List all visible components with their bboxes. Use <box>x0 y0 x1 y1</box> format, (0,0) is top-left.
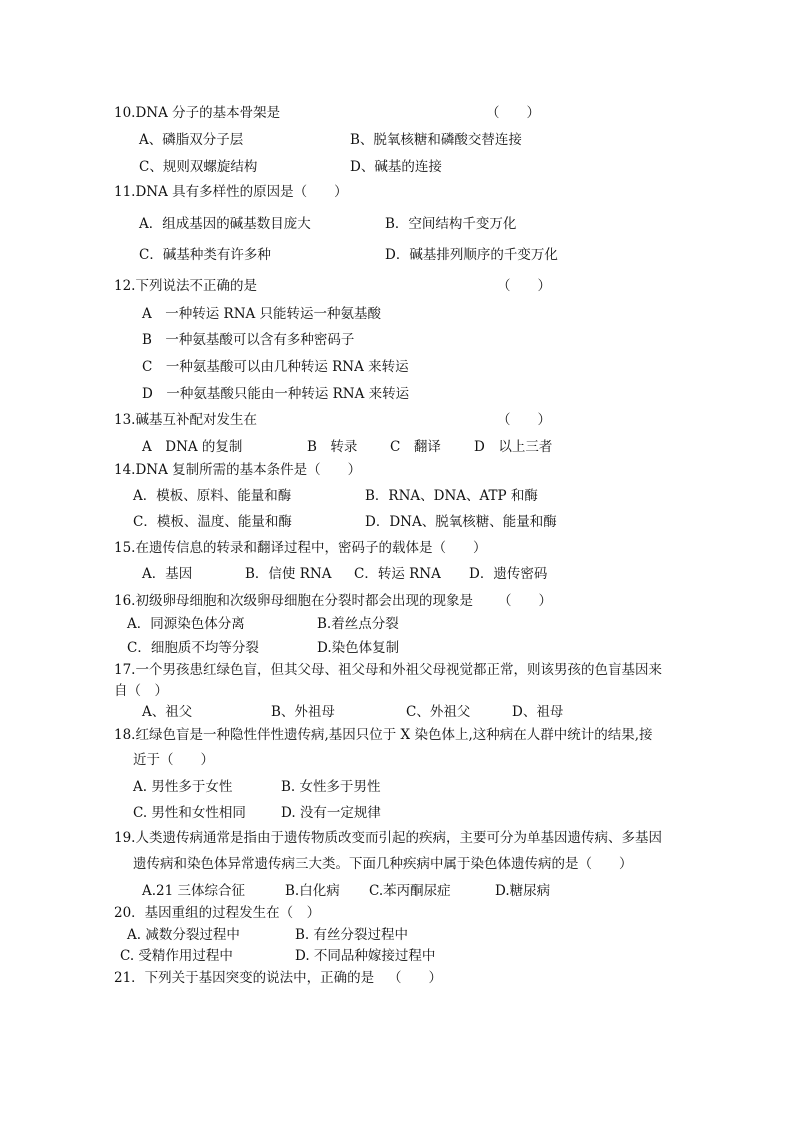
question-20-option-d: D. 不同品种嫁接过程中 <box>295 948 436 964</box>
question-13-option-b: B 转录 <box>307 439 358 455</box>
question-13-answer-paren: （ ） <box>497 412 551 428</box>
question-19-option-a: A.21 三体综合征 <box>142 883 246 899</box>
question-11-stem: 11.DNA 具有多样性的原因是（ ） <box>114 184 348 200</box>
question-18-option-b: B. 女性多于男性 <box>281 779 381 795</box>
question-14-stem: 14.DNA 复制所需的基本条件是（ ） <box>114 462 362 478</box>
question-17-option-b: B、外祖母 <box>271 704 335 720</box>
question-14-option-d: D．DNA、脱氧核糖、能量和酶 <box>365 514 557 530</box>
question-12-stem: 12.下列说法不正确的是 <box>114 278 257 294</box>
question-11-option-d: D．碱基排列顺序的千变万化 <box>385 247 558 263</box>
question-15-stem: 15.在遗传信息的转录和翻译过程中，密码子的载体是（ ） <box>114 540 487 556</box>
question-10-option-a: A、磷脂双分子层 <box>139 132 244 148</box>
question-12-answer-paren: （ ） <box>497 278 551 294</box>
question-18-stem: 18.红绿色盲是一种隐性伴性遗传病,基因只位于 X 染色体上,这种病在人群中统计的结果,接 <box>114 727 653 743</box>
question-15-option-b: B．信使 RNA <box>245 566 332 582</box>
question-20-option-c: C. 受精作用过程中 <box>120 948 233 964</box>
question-18-option-c: C. 男性和女性相同 <box>133 805 246 821</box>
question-10-option-d: D、碱基的连接 <box>350 159 442 175</box>
question-11-option-a: A．组成基因的碱基数目庞大 <box>139 216 311 232</box>
question-18-stem-continued: 近于（ ） <box>133 752 214 768</box>
question-20-option-a: A. 减数分裂过程中 <box>127 927 240 943</box>
question-17-option-a: A、祖父 <box>142 704 193 720</box>
question-15-option-c: C．转运 RNA <box>354 566 441 582</box>
question-15-option-a: A．基因 <box>142 566 193 582</box>
question-10-option-b: B、脱氧核糖和磷酸交替连接 <box>350 132 522 148</box>
question-13-option-c: C 翻译 <box>390 439 441 455</box>
question-12-option-a: A 一种转运 RNA 只能转运一种氨基酸 <box>142 306 382 322</box>
question-16-option-d: D.染色体复制 <box>317 640 400 656</box>
question-18-option-a: A. 男性多于女性 <box>133 779 233 795</box>
question-19-option-d: D.糖尿病 <box>495 883 551 899</box>
question-19-stem: 19.人类遗传病通常是指由于遗传物质改变而引起的疾病，主要可分为单基因遗传病、多基因 <box>114 830 662 846</box>
question-19-option-c: C.苯丙酮尿症 <box>369 883 451 899</box>
question-16-option-c: C．细胞质不均等分裂 <box>127 640 259 656</box>
question-14-option-c: C．模板、温度、能量和酶 <box>133 514 292 530</box>
question-12-option-d: D 一种氨基酸只能由一种转运 RNA 来转运 <box>142 386 410 402</box>
question-15-option-d: D．遗传密码 <box>469 566 548 582</box>
question-14-option-a: A．模板、原料、能量和酶 <box>133 488 292 504</box>
question-19-stem-continued: 遗传病和染色体异常遗传病三大类。下面几种疾病中属于染色体遗传病的是（ ） <box>133 856 633 872</box>
question-17-stem: 17.一个男孩患红绿色盲，但其父母、祖父母和外祖父母视觉都正常，则该男孩的色盲基因来 <box>114 662 662 678</box>
question-17-stem-continued: 自（ ） <box>114 683 168 699</box>
question-20-option-b: B. 有丝分裂过程中 <box>295 927 409 943</box>
question-10-option-c: C、规则双螺旋结构 <box>139 159 258 175</box>
question-16-answer-paren: （ ） <box>498 593 552 609</box>
question-21-stem: 21．下列关于基因突变的说法中，正确的是 <box>114 970 375 986</box>
question-13-option-d: D 以上三者 <box>474 439 553 455</box>
question-17-option-d: D、祖母 <box>512 704 564 720</box>
question-10-answer-paren: （ ） <box>486 105 540 121</box>
question-16-option-a: A．同源染色体分离 <box>127 616 245 632</box>
question-12-option-c: C 一种氨基酸可以由几种转运 RNA 来转运 <box>142 359 409 375</box>
question-13-stem: 13.碱基互补配对发生在 <box>114 412 257 428</box>
question-13-option-a: A DNA 的复制 <box>142 439 243 455</box>
question-17-option-c: C、外祖父 <box>406 704 471 720</box>
question-20-stem: 20．基因重组的过程发生在（ ） <box>114 905 321 921</box>
question-14-option-b: B．RNA、DNA、ATP 和酶 <box>365 488 538 504</box>
question-21-answer-paren: （ ） <box>388 970 442 986</box>
question-11-option-b: B．空间结构千变万化 <box>385 216 517 232</box>
question-18-option-d: D. 没有一定规律 <box>281 805 381 821</box>
question-16-stem: 16.初级卵母细胞和次级卵母细胞在分裂时都会出现的现象是 <box>114 593 473 609</box>
question-16-option-b: B.着丝点分裂 <box>317 616 399 632</box>
question-10-stem: 10.DNA 分子的基本骨架是 <box>114 105 281 121</box>
question-19-option-b: B.白化病 <box>285 883 340 899</box>
question-11-option-c: C．碱基种类有许多种 <box>139 247 271 263</box>
question-12-option-b: B 一种氨基酸可以含有多种密码子 <box>142 332 355 348</box>
